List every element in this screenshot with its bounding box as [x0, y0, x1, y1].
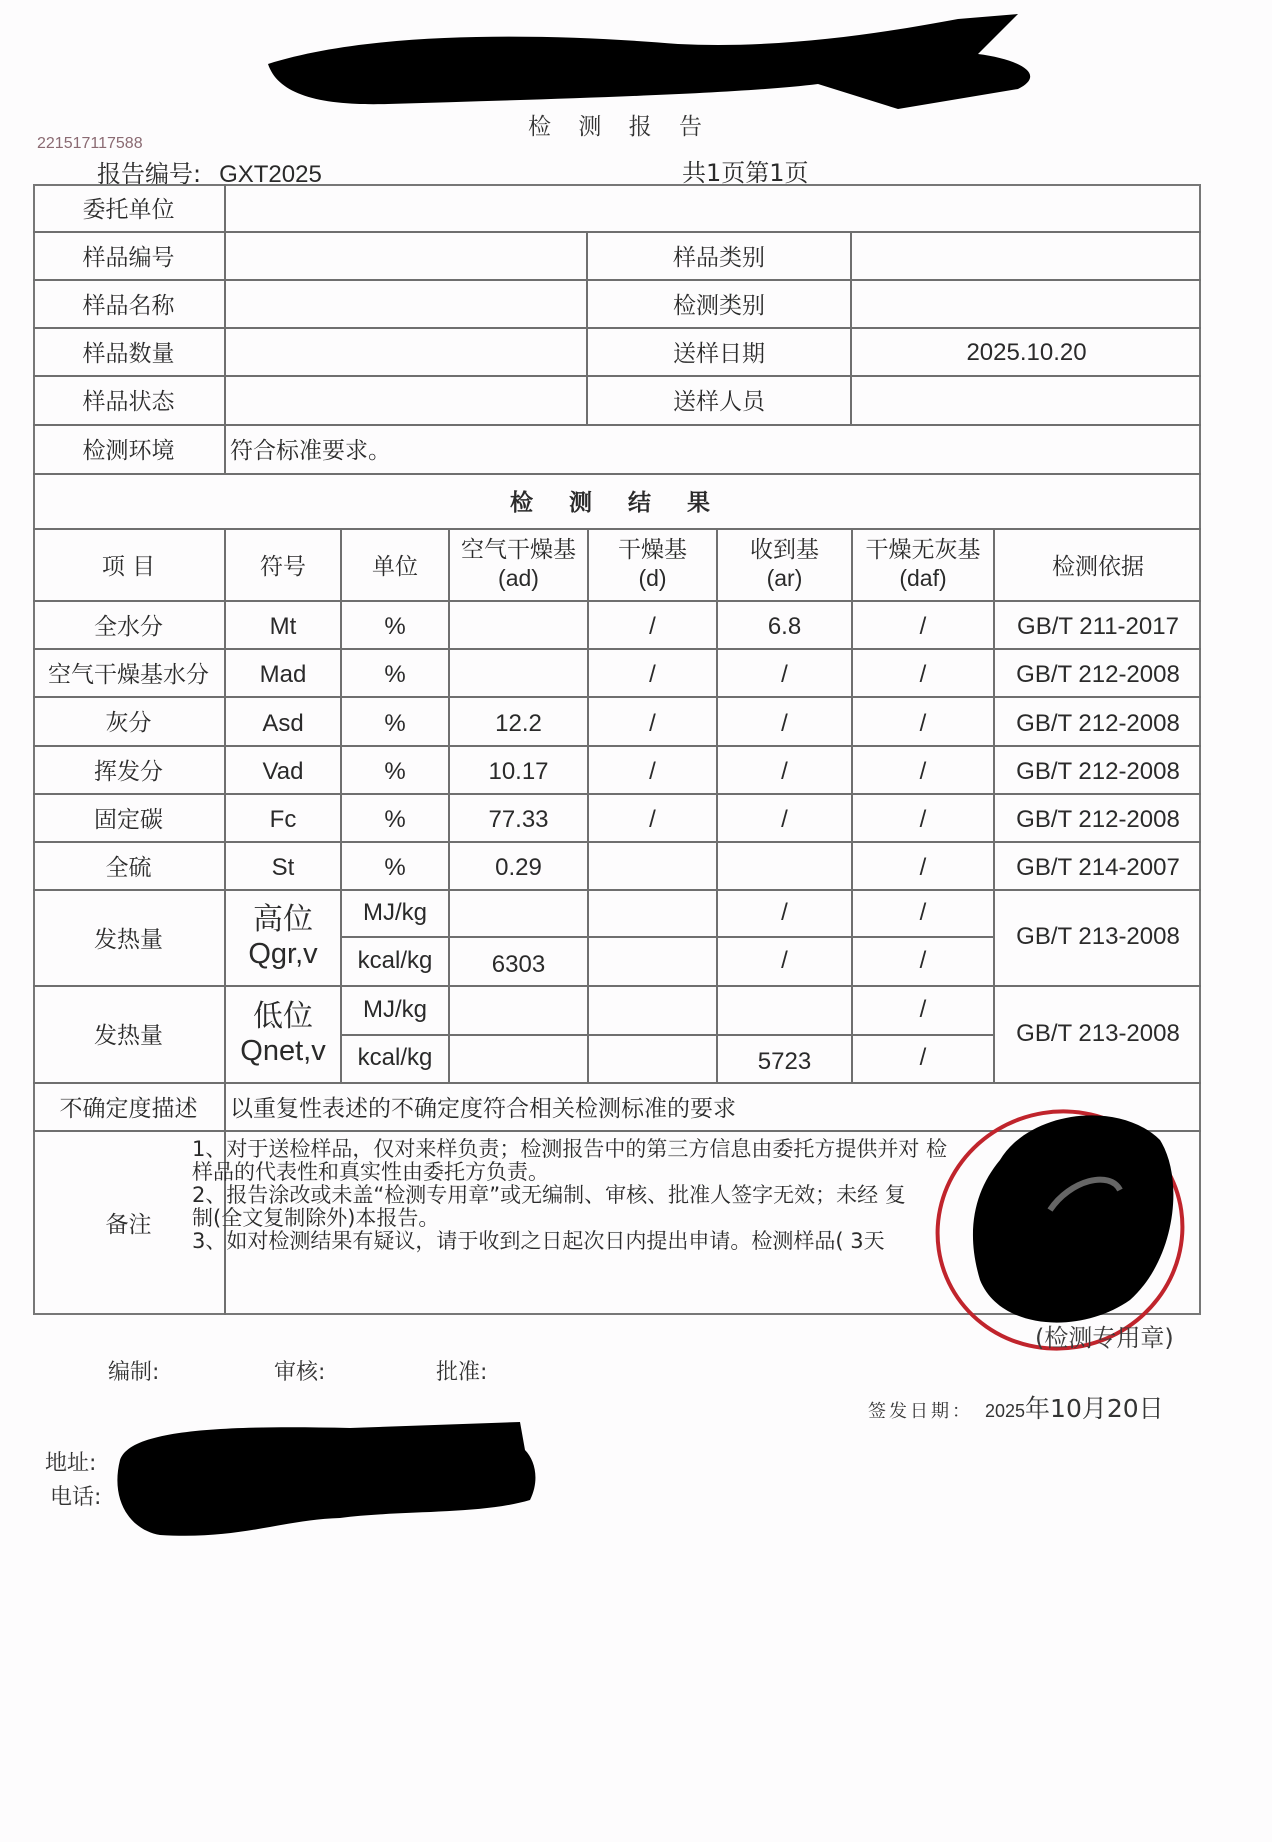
redaction-scribble-top [258, 14, 1058, 114]
test-category-value [852, 279, 1201, 327]
environment-label: 检测环境 [82, 438, 175, 464]
col-header-ad-sub: (ad) [498, 565, 539, 591]
issue-date-rest: 年10月20日 [1025, 1394, 1164, 1423]
col-header-item: 项 目 [101, 553, 156, 580]
gross-heat-item: 发热量 [94, 926, 163, 953]
table-cell-unit: % [384, 806, 406, 833]
client-value [226, 184, 1201, 231]
note-line: 制(全文复制除外)本报告。 [192, 1207, 440, 1230]
sample-no-label: 样品编号 [82, 244, 175, 271]
col-header-basis: 检测依据 [1052, 553, 1144, 580]
table-cell-d: / [649, 806, 656, 833]
table-cell-item: 固定碳 [94, 806, 163, 833]
table-cell-item: 挥发分 [94, 758, 163, 785]
table-cell-ad: 0.29 [495, 854, 542, 881]
delivery-date-value: 2025.10.20 [966, 339, 1087, 366]
note-line: 2、报告涂改或未盖“检测专用章”或无编制、审核、批准人签字无效；未经 复 [192, 1184, 906, 1207]
col-header-ar-sub: (ar) [766, 565, 803, 591]
delivery-person-label: 送样人员 [673, 389, 765, 415]
table-cell-unit: % [384, 661, 406, 688]
net-heat-symbol-en: Qnet,v [240, 1034, 326, 1067]
redaction-scribble-stamp [960, 1100, 1180, 1330]
gross-heat-mj-d [589, 889, 716, 936]
report-number-label: 报告编号: [97, 160, 202, 188]
issue-date-label: 签发日期： [868, 1401, 973, 1422]
serial-number: 221517117588 [37, 135, 143, 152]
col-header-daf [853, 528, 993, 600]
table-cell-unit: % [384, 709, 406, 737]
net-heat-kcal-daf: / [919, 1044, 927, 1071]
delivery-date-label: 送样日期 [673, 340, 765, 367]
issue-date [868, 1389, 1164, 1425]
note-line: 样品的代表性和真实性由委托方负责。 [192, 1161, 549, 1184]
table-cell-d: / [649, 613, 656, 640]
gross-heat-kcal-ar: / [781, 946, 788, 974]
gross-heat-kcal-daf: / [919, 946, 927, 974]
table-cell-d: / [649, 661, 656, 688]
table-cell-item: 全硫 [105, 854, 152, 881]
uncertainty-label: 不确定度描述 [59, 1095, 198, 1122]
table-cell-ar [718, 844, 851, 892]
col-header-d [589, 528, 716, 600]
table-cell-basis: GB/T 212-2008 [1016, 758, 1180, 785]
delivery-person-value [852, 375, 1201, 424]
col-header-ad-label: 空气干燥基 [461, 537, 576, 563]
environment-value: 符合标准要求。 [230, 438, 391, 464]
table-cell-d: / [649, 758, 656, 785]
sample-state-label: 样品状态 [82, 389, 175, 415]
net-heat-symbol [226, 985, 340, 1082]
page-info: 共1页第1页 [682, 159, 809, 187]
redaction-scribble-bottom [100, 1420, 540, 1540]
table-cell-basis: GB/T 212-2008 [1016, 709, 1180, 737]
net-heat-symbol-zh: 低位 [253, 998, 313, 1034]
test-category-label: 检测类别 [673, 292, 765, 319]
table-cell-daf: / [919, 709, 927, 737]
col-header-ad [450, 528, 587, 600]
table-cell-ar: / [781, 661, 788, 688]
address-label: 地址: [45, 1451, 97, 1476]
compiled-by-label: 编制: [108, 1360, 160, 1385]
notes-label: 备注 [105, 1212, 152, 1238]
table-cell-d: / [649, 709, 656, 737]
col-header-daf-sub: (daf) [899, 565, 947, 591]
gross-heat-mj-ar: / [781, 898, 788, 926]
table-cell-daf: / [919, 613, 927, 640]
table-cell-d [589, 844, 716, 892]
issue-date-year: 2025 [985, 1401, 1026, 1421]
table-cell-daf: / [919, 854, 927, 881]
client-label: 委托单位 [82, 197, 175, 223]
table-cell-ad [450, 651, 587, 699]
gross-heat-kcal-ad: 6303 [491, 950, 546, 978]
results-section-title: 检 测 结 果 [509, 490, 725, 516]
table-cell-item: 空气干燥基水分 [48, 661, 209, 688]
phone-label: 电话: [50, 1485, 102, 1510]
table-cell-ad: 77.33 [488, 806, 549, 833]
table-cell-unit: % [384, 758, 406, 785]
col-header-symbol: 符号 [260, 553, 306, 580]
table-cell-symbol: Fc [269, 806, 297, 833]
table-cell-symbol: St [271, 854, 295, 881]
col-header-daf-label: 干燥无灰基 [865, 537, 981, 563]
net-heat-mj-daf: / [919, 995, 927, 1023]
gross-heat-mj-daf: / [919, 898, 927, 926]
table-cell-basis: GB/T 214-2007 [1016, 854, 1180, 881]
table-cell-ar: / [781, 758, 788, 785]
table-cell-unit: % [384, 854, 406, 881]
gross-heat-unit-kcal: kcal/kg [357, 946, 433, 974]
table-cell-basis: GB/T 212-2008 [1016, 661, 1180, 688]
report-number-value: GXT2025 [219, 161, 322, 188]
approved-by-label: 批准: [436, 1360, 488, 1385]
col-header-ar [718, 528, 851, 600]
sample-state-value [226, 375, 586, 424]
net-heat-unit-kcal: kcal/kg [357, 1044, 433, 1071]
table-cell-daf: / [919, 806, 927, 833]
table-cell-unit: % [384, 613, 406, 640]
table-cell-item: 全水分 [94, 613, 163, 640]
sample-name-value [226, 279, 586, 327]
gross-heat-basis: GB/T 213-2008 [1016, 923, 1180, 950]
sample-qty-value [226, 327, 586, 375]
sample-category-label: 样品类别 [673, 244, 765, 271]
table-cell-ar: / [781, 806, 788, 833]
table-cell-ad: 10.17 [488, 758, 549, 785]
note-line: 1、对于送检样品，仅对来样负责；检测报告中的第三方信息由委托方提供并对 检 [192, 1138, 948, 1161]
table-cell-ad: 12.2 [495, 709, 542, 737]
table-cell-symbol: Vad [262, 758, 304, 785]
sample-category-value [852, 231, 1201, 279]
table-cell-symbol: Mt [269, 613, 297, 640]
net-heat-unit-mj: MJ/kg [362, 995, 427, 1023]
table-cell-ad [450, 603, 587, 651]
gross-heat-symbol-zh: 高位 [253, 902, 313, 937]
gross-heat-unit-mj: MJ/kg [362, 898, 427, 926]
col-header-d-sub: (d) [638, 565, 667, 591]
net-heat-basis: GB/T 213-2008 [1016, 1019, 1180, 1047]
col-header-unit: 单位 [372, 553, 418, 580]
stamp-caption: (检测专用章) [1035, 1324, 1174, 1352]
col-header-ar-label: 收到基 [750, 537, 819, 563]
table-cell-symbol: Asd [262, 709, 304, 737]
uncertainty-value: 以重复性表述的不确定度符合相关检测标准的要求 [230, 1095, 736, 1122]
document-title: 检 测 报 告 [528, 114, 712, 140]
table-cell-ar: / [781, 709, 788, 737]
table-cell-basis: GB/T 212-2008 [1016, 806, 1180, 833]
sample-no-value [226, 231, 586, 279]
net-heat-item: 发热量 [94, 1023, 163, 1049]
net-heat-kcal-ar: 5723 [757, 1048, 812, 1075]
sample-name-label: 样品名称 [82, 292, 175, 319]
table-cell-daf: / [919, 661, 927, 688]
table-cell-ar: 6.8 [767, 613, 802, 640]
table-cell-basis: GB/T 211-2017 [1017, 613, 1179, 640]
table-cell-daf: / [919, 758, 927, 785]
table-cell-symbol: Mad [259, 661, 307, 688]
col-header-d-label: 干燥基 [618, 537, 687, 563]
reviewed-by-label: 审核: [274, 1360, 326, 1385]
sample-qty-label: 样品数量 [82, 340, 175, 367]
gross-heat-symbol-en: Qgr,v [248, 938, 318, 970]
gross-heat-symbol [226, 889, 340, 985]
table-cell-item: 灰分 [105, 710, 152, 736]
note-line: 3、如对检测结果有疑议，请于收到之日起次日内提出申请。检测样品( 3天 [192, 1230, 885, 1253]
